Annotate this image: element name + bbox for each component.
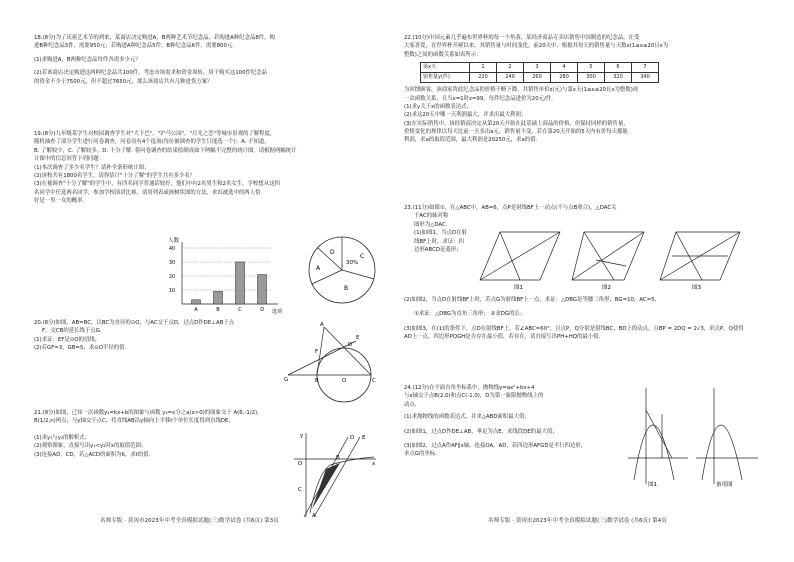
- q18-line: 进B种纪念品3件，需要950元；若购进A种纪念品5件，B种纪念品6件，需要800元.: [34, 43, 234, 50]
- table-cell: 4: [551, 63, 578, 73]
- q18-line: (2)若该商店决定购进这两种纪念品共100件，考虑市场需求和资金周转，用于购买这100件纪念品: [34, 70, 268, 77]
- question-20: [34, 319, 284, 353]
- q22-line: 为回馈顾客，该商家将此纪念品的价格不断下降，其销售单价z(元)与第x天(1≤x≤20且x为整数)成: [404, 87, 639, 94]
- diagonal: [500, 232, 520, 280]
- q21-label: E: [362, 435, 366, 441]
- table-cell: 3: [524, 63, 551, 73]
- segment: [572, 232, 644, 280]
- q23-line: 于AC的轴对称: [414, 213, 449, 220]
- q20-label: C: [372, 378, 376, 384]
- bar-mark: [236, 262, 245, 304]
- q19-line: (1)本次调查了多少名学生？请补全条形统计图；: [34, 164, 150, 171]
- table-row: [421, 63, 659, 73]
- q22-table: [420, 62, 659, 83]
- q19-line: 19.(8分)九年级某学生对校园调查学生对"大下巴"，"沪马公园"，"月光之恋"等城市景观的了解程度，: [34, 131, 276, 137]
- q23-figure-1: [480, 232, 560, 290]
- question-19: [34, 130, 376, 205]
- q19-line: 好是一男一女的概率.: [34, 198, 85, 204]
- table-cell: 260: [524, 73, 551, 83]
- bar-ytick: 30: [169, 261, 176, 266]
- q19-line: (2)该校共有1800名学生，请你估计"十分了解"的学生共有多少名？: [34, 172, 196, 179]
- fig-label: 图2: [602, 285, 611, 290]
- fig-label: 图1: [648, 482, 657, 488]
- bar-mark: [258, 275, 267, 304]
- hyperbola: [310, 457, 374, 513]
- bar-category-label: C: [238, 307, 242, 313]
- bar-ytick: 20: [169, 275, 176, 280]
- q18-line: (1)求购进A，B两种纪念品每件各需多少元？: [34, 56, 141, 63]
- bar-mark: [214, 291, 223, 304]
- bar-xlabel: 选项: [272, 309, 283, 315]
- parabola: [634, 425, 674, 480]
- table-cell: 第x天: [421, 63, 470, 73]
- q21-line: (1)求y₁与y₂的解析式；: [34, 434, 91, 441]
- q24-line: 动点.: [404, 401, 417, 408]
- q24-line: 与x轴交于点B(2,0)和点C(-1,0)，D为第一象限抛物线上的: [404, 393, 544, 400]
- q21-label: B: [336, 455, 340, 461]
- table-cell: 1: [470, 63, 497, 73]
- fig-label: 图1: [514, 285, 523, 290]
- q22-line: 一次函数关系，且当x=1时z=99，每件纪念品进价为20元/件.: [404, 95, 553, 102]
- segment: [596, 260, 626, 266]
- line-ge: [288, 341, 356, 375]
- q20-label: B: [315, 378, 319, 384]
- footer-left: 名师专版 · 黄冈市2023年中考全真模拟试题(三)数学试卷 (共6页) 第3页: [100, 518, 279, 524]
- pie-label-a: A: [316, 265, 321, 272]
- q19-line: 名同学中任选两名同学，参加学校演讲比赛，请用列表或画树状图的方法，求出被选中的两人恰: [34, 189, 261, 196]
- fig-label: 图3: [692, 285, 701, 290]
- q21-label: O: [298, 461, 303, 467]
- q23-line: (1)如图1，当点D在射: [414, 230, 467, 237]
- bar-category-label: B: [216, 307, 220, 313]
- q24-line: (3)如图2，过点A作AF∥x轴，连接OA，AD，若四边形AFGD是平行四边形，: [404, 442, 587, 449]
- q21-line: (3)连接AD，CD，若△ACD的面积为6，求t的值.: [34, 451, 151, 458]
- table-row: [421, 73, 659, 83]
- question-22: [404, 34, 760, 145]
- question-21: [34, 409, 304, 459]
- q19-line: (3)在被调查"十分了解"的学生中，有四名同学普通话较好，他们中有2名男生和2名女生，学校想从这四: [34, 181, 280, 188]
- q20-label: A: [320, 322, 324, 328]
- q20-line: F，交CB的延长线于点G.: [42, 328, 102, 335]
- q24-figures: [624, 384, 760, 488]
- q24-line: 24.(12分)在平面直角坐标系中，抛物线y=ax²+bx+4: [404, 385, 535, 391]
- pie-divider: [312, 270, 342, 284]
- pie-annotation: 30%: [346, 260, 359, 266]
- q24-line: (1)求抛物线的函数表达式，并求△ABD面积最大值；: [404, 414, 530, 421]
- q21-line: B(1/2,n)两点，与y轴交于点C，将直线AB沿y轴向上平移t个单位长度得到直线DE，: [34, 418, 234, 425]
- q23-figure-3: [660, 232, 740, 290]
- q24-figure-1: [628, 388, 688, 488]
- left-page: [34, 34, 376, 534]
- q18-line: 18.(8分)为了庆祝艺术节的到来，某商店决定购进A，B两种艺术节纪念品，若购进A种纪念品8件，购: [34, 35, 275, 41]
- q22-line: (1)求y关于x的函数表达式；: [404, 103, 472, 110]
- q19-line: B. 了解较少，C. 了解较多，D. 十分了解. 将问卷调查的结果绘制成如下两幅不完整的统计图，请根据两幅统计: [34, 147, 297, 154]
- q21-line: (2)观察图象，直接写出y₁<y₂时x的取值范围；: [34, 443, 147, 450]
- table-cell: 280: [551, 73, 578, 83]
- q19-line: 计图中的信息回答下列问题：: [34, 156, 105, 163]
- diagonal: [480, 232, 560, 280]
- q19-bar-chart: [160, 234, 290, 316]
- q22-line: 大家喜爱，在世界杯开赛以来，其销售量与时间变化，前20天中，根据其每天的销售量与天数x(1≤x≤20且x为: [404, 43, 669, 50]
- bar-category-label: A: [194, 307, 198, 313]
- segment-ab: [646, 410, 672, 458]
- q23-line: 23.(11分)如图①，在△ABC中，AB=6，点P是射线BF上一动点(不与点B重合)，△DAC关: [404, 205, 617, 211]
- bar-ylabel: 人数: [168, 238, 180, 244]
- q20-line: (2)若GF=3，GB=5，求⊙O半径的值.: [34, 345, 127, 352]
- q21-label: y: [300, 433, 304, 439]
- table-cell: 销售量y(件): [421, 73, 470, 83]
- question-23-parts: [404, 296, 760, 342]
- q22-line: 利润，求a的取值范围，最大利润是20250元，求a的值.: [404, 137, 538, 144]
- q20-line: (1)求证：EF是⊙O的切线；: [34, 336, 101, 343]
- q23-line: 线BF上时，求证：四: [414, 238, 464, 245]
- q23-line: AD上一点，四边形PQGH是否存在最小值，若存在，请直接写出PH+HQ的最小值.: [404, 334, 601, 341]
- q24-line: (2)如图1，过点D作DE⊥AB，垂足为点E，求线段DE的最大值；: [404, 428, 558, 435]
- q23-figures: [476, 226, 760, 290]
- pie-label-b: B: [344, 285, 349, 292]
- parabola: [702, 425, 742, 480]
- bar-mark: [192, 300, 201, 304]
- q21-figure: [290, 429, 378, 521]
- table-cell: 220: [470, 73, 497, 83]
- q23-line: 边形ABCD是菱形；: [414, 246, 462, 253]
- q24-figure-2: [696, 388, 758, 488]
- segment: [584, 232, 614, 280]
- triangle-acd: [312, 463, 340, 509]
- q21-line: 21.(9分)如图，已知一次函数y₁=kx+b的图象与函数 y₂=x分之a(x>0)的图象交于 A(6,-1/2)，: [34, 410, 263, 416]
- q19-pie-chart: [306, 234, 378, 306]
- q20-label: E: [356, 335, 360, 341]
- q23-figure-2: [572, 232, 644, 290]
- q22-line: (2)求这20天中哪一天利润最大，并求出最大利润；: [404, 112, 527, 119]
- q20-label: O: [342, 378, 347, 384]
- pie-label-c: C: [360, 253, 365, 260]
- q21-label: C: [298, 487, 302, 493]
- table-cell: 340: [632, 73, 659, 83]
- q23-line: 图形为△DAC.: [414, 221, 448, 228]
- q24-line: 求点G的坐标.: [404, 451, 437, 458]
- fig-label: 备用图: [716, 482, 733, 488]
- table-cell: 320: [605, 73, 632, 83]
- pie-label-d: D: [330, 249, 335, 256]
- table-cell: 6: [605, 63, 632, 73]
- table-cell: 300: [578, 73, 605, 83]
- q21-label: D: [350, 435, 355, 441]
- q23-line: ①求证：△DBG为直角三角形； ②求DG的长；: [414, 311, 526, 318]
- q22-line: (3)在实际销售中，该经销商决定从第20天开始在此基础上商品的价格，但保持同样的销售量，: [404, 120, 629, 127]
- bar-ytick: 40: [169, 247, 176, 252]
- q23-line: (2)如图2，当点D在射线BF上时，若点G为射线BF上一点，求证：△DBG是等腰三角形；BG=10，AC=5，: [404, 297, 661, 303]
- q20-label: G: [284, 377, 289, 383]
- q23-line: (3)如图3，在(1)的条件下，点D在射线BF上，若∠ABC=60°，且点P，Q分别是射线BC，BD上的动点，且BP = 2DQ = 2√3，求点P，Q使得: [404, 325, 744, 332]
- bar-category-label: D: [260, 307, 265, 313]
- q22-line: 价格变化的规律以每天比前一天多出a元，销售量不变，若在第20天开始的5天内有价每天都能: [404, 129, 628, 135]
- table-cell: 7: [632, 63, 659, 73]
- q18-line: 的资金不少于7500元，但不超过7650元，那么该商店共有几种进货方案？: [34, 78, 213, 85]
- q22-line: 整数)之间的函数关系如表所示：: [404, 51, 482, 58]
- q21-label: A: [312, 513, 316, 519]
- q20-label: F: [315, 349, 319, 355]
- table-cell: 240: [497, 73, 524, 83]
- q20-line: 20.(8分)如图，AB=BC，以BC为直径的⊙O，与AC交于点D，过点D作DE⊥AB于点: [34, 320, 235, 326]
- q20-label: D: [348, 342, 353, 348]
- q20-figure: [284, 319, 378, 409]
- right-page: [404, 34, 760, 534]
- question-24: [404, 384, 624, 459]
- pie-divider: [342, 270, 374, 279]
- question-18: [34, 34, 376, 86]
- table-cell: 5: [578, 63, 605, 73]
- table-cell: 2: [497, 63, 524, 73]
- q19-line: 随机抽查了部分学生进行问卷调查，问卷设有4个选项(每位被调查的学生只能选一个)：A. 不知道，: [34, 139, 270, 146]
- footer-right: 名师专版 · 黄冈市2023年中考全真模拟试题(三)数学试卷 (共6页) 第4页: [488, 518, 667, 524]
- bar-ytick: 10: [169, 289, 176, 294]
- q22-line: 22.(10分)中国元素几乎遍布世界杯的每一个角落，某经济商品专卖店销售中国制造的纪念品，在受: [404, 35, 640, 41]
- q21-label: x: [372, 461, 376, 467]
